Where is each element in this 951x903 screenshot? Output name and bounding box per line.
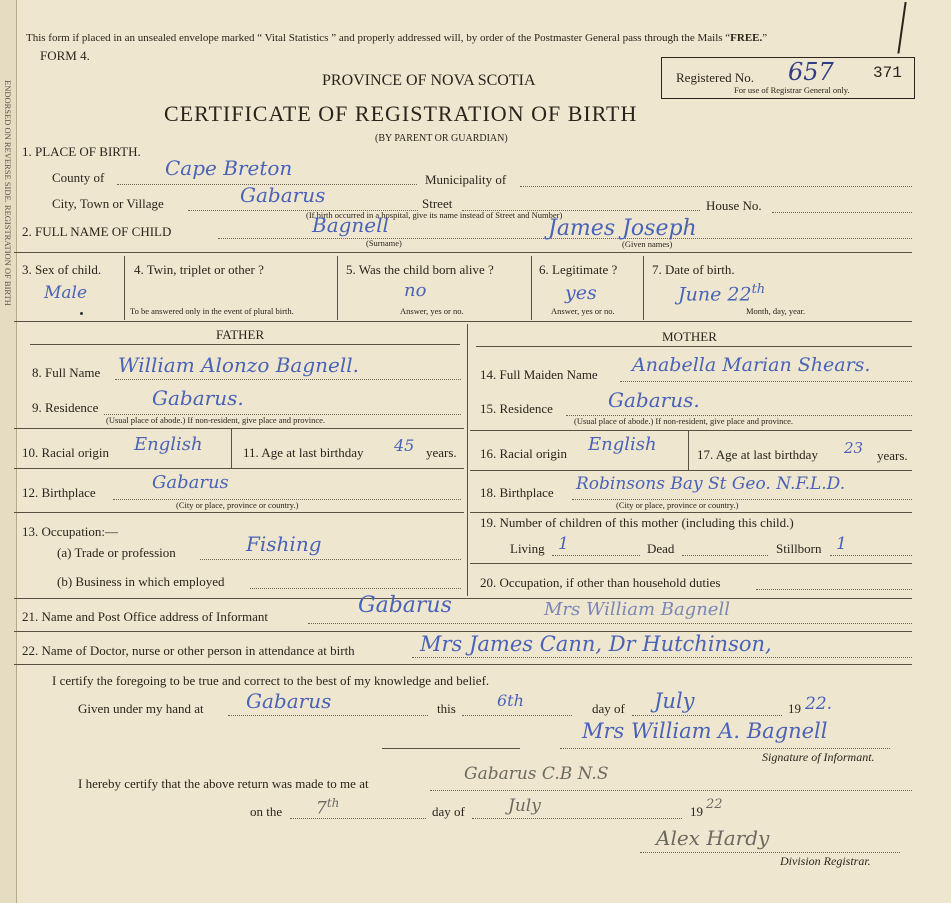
registrar-signature: Alex Hardy (656, 826, 770, 850)
mother-occupation-label: 20. Occupation, if other than household duties (480, 575, 721, 590)
given-place-line (228, 715, 428, 716)
registrar-place-value: Gabarus C.B N.S (464, 764, 609, 784)
mother-living-value: 1 (558, 534, 569, 554)
row-divider-certification (14, 664, 912, 665)
attendant-line (412, 657, 912, 658)
registrar-day-suffix: th (326, 796, 340, 810)
mother-age-value: 23 (844, 439, 864, 457)
registered-number-stamp: 371 (873, 64, 902, 82)
house-line (772, 212, 912, 213)
house-label: House No. (706, 198, 762, 213)
mother-row-rule-3 (470, 512, 912, 513)
signature-line (560, 748, 890, 749)
dob-suffix: th (751, 282, 766, 297)
father-trade-value: Fishing (246, 532, 322, 556)
father-birthplace-label: 12. Birthplace (22, 485, 96, 500)
col-divider-2 (337, 256, 338, 320)
form-number: FORM 4. (40, 48, 90, 63)
row-divider-top (14, 252, 912, 253)
certificate-subtitle: (BY PARENT OR GUARDIAN) (375, 133, 508, 144)
mother-stillborn-line (830, 555, 912, 556)
father-business-label: (b) Business in which employed (57, 574, 225, 589)
registrar-day-value (316, 796, 339, 819)
registrar-month-line (472, 818, 682, 819)
corner-mark (897, 2, 910, 54)
registrar-day-of-label: day of (432, 804, 465, 819)
father-age-label: 11. Age at last birthday (243, 445, 364, 460)
father-racial-label: 10. Racial origin (22, 445, 110, 460)
informant-place-value: Gabarus (358, 593, 452, 618)
separator-rule (382, 748, 520, 749)
city-label: City, Town or Village (52, 196, 164, 211)
registrar-certify-text: I hereby certify that the above return was made to me at (78, 776, 369, 791)
dob-value (678, 282, 765, 305)
mother-row-rule-4 (470, 563, 912, 564)
twin-note: To be answered only in the event of plural birth. (130, 306, 294, 316)
father-racial-value: English (134, 434, 203, 455)
this-label: this (437, 701, 456, 716)
given-place-value: Gabarus (246, 689, 332, 713)
informant-line (308, 623, 912, 624)
col-divider-4 (643, 256, 644, 320)
mother-dead-line (682, 555, 768, 556)
signature-caption: Signature of Informant. (762, 750, 875, 764)
pen-mark (80, 312, 83, 315)
day-of-label: day of (592, 701, 625, 716)
child-given-value: James Joseph (548, 216, 697, 241)
legitimate-label: 6. Legitimate ? (539, 262, 618, 277)
year-prefix: 19 (788, 701, 801, 716)
father-heading: FATHER (216, 327, 265, 342)
alive-label: 5. Was the child born alive ? (346, 262, 494, 277)
registrar-place-line (430, 790, 912, 791)
father-row-rule-2 (14, 468, 464, 469)
mail-notice (26, 32, 767, 44)
child-name-label: 2. FULL NAME OF CHILD (22, 224, 172, 239)
father-trade-line (200, 559, 461, 560)
father-residence-value: Gabarus. (152, 386, 244, 410)
mother-residence-note: (Usual place of abode.) If non-resident, give place and province. (574, 416, 794, 426)
father-birthplace-note: (City or place, province or country.) (176, 500, 299, 510)
dob-label: 7. Date of birth. (652, 262, 735, 277)
month-value: July (654, 689, 695, 713)
father-business-line (250, 588, 461, 589)
margin-text: ENDORSED ON REVERSE SIDE. REGISTRATION OF BIRTH (3, 80, 13, 306)
mother-dead-label: Dead (647, 541, 675, 556)
dob-value-text: June 22 (678, 283, 752, 306)
registrar-day-line (290, 818, 426, 819)
father-residence-note: (Usual place of abode.) If non-resident, give place and province. (106, 415, 326, 425)
mother-stillborn-value: 1 (836, 534, 847, 554)
mother-heading-rule (476, 346, 912, 347)
mother-birthplace-value: Robinsons Bay St Geo. N.F.L.D. (576, 474, 846, 494)
municipality-line (520, 186, 912, 187)
alive-note: Answer, yes or no. (400, 306, 464, 316)
father-name-value: William Alonzo Bagnell. (118, 353, 360, 377)
father-heading-rule (30, 344, 460, 345)
year-value: 22. (805, 694, 833, 714)
registrar-month-value: July (508, 796, 541, 816)
registrar-caption: Division Registrar. (780, 854, 871, 868)
month-line (632, 715, 782, 716)
mother-name-value: Anabella Marian Shears. (632, 354, 871, 376)
father-residence-label: 9. Residence (32, 400, 99, 415)
on-the-label: on the (250, 804, 283, 819)
informant-label: 21. Name and Post Office address of Informant (22, 609, 268, 624)
mother-residence-label: 15. Residence (480, 401, 553, 416)
sex-label: 3. Sex of child. (22, 262, 102, 277)
registrar-year-prefix: 19 (690, 804, 703, 819)
legitimate-note: Answer, yes or no. (551, 306, 615, 316)
attendant-label: 22. Name of Doctor, nurse or other person in attendance at birth (22, 643, 355, 658)
attendant-value: Mrs James Cann, Dr Hutchinson, (420, 632, 772, 656)
mother-living-label: Living (510, 541, 545, 556)
mother-racial-divider (688, 430, 689, 470)
col-divider-3 (531, 256, 532, 320)
father-age-value: 45 (394, 436, 415, 455)
registered-label: Registered No. (676, 70, 754, 85)
parents-center-divider (467, 324, 468, 596)
day-value: 6th (497, 691, 524, 710)
mother-heading: MOTHER (662, 329, 717, 344)
registered-number-handwritten: 657 (788, 58, 834, 86)
child-surname-value: Bagnell (312, 213, 389, 237)
informant-signature: Mrs William A. Bagnell (582, 719, 828, 743)
registrar-use-note: For use of Registrar General only. (734, 85, 850, 95)
father-row-rule-3 (14, 512, 464, 513)
father-years: years. (426, 445, 457, 460)
mother-age-label: 17. Age at last birthday (697, 447, 818, 462)
row-divider-informant (14, 598, 912, 599)
municipality-label: Municipality of (425, 172, 507, 187)
row-divider-parents (14, 321, 912, 322)
alive-value: no (404, 280, 427, 301)
certificate-title: CERTIFICATE OF REGISTRATION OF BIRTH (164, 101, 638, 126)
registrar-signature-line (640, 852, 900, 853)
mother-living-line (552, 555, 640, 556)
dob-note: Month, day, year. (746, 306, 806, 316)
city-value: Gabarus (240, 183, 326, 207)
mother-birthplace-label: 18. Birthplace (480, 485, 554, 500)
given-note: (Given names) (622, 239, 673, 249)
mother-racial-label: 16. Racial origin (480, 446, 568, 461)
father-occupation-label: 13. Occupation:— (22, 524, 119, 539)
mother-occupation-line (756, 589, 912, 590)
mother-birthplace-note: (City or place, province or country.) (616, 500, 739, 510)
county-value: Cape Breton (165, 156, 293, 180)
mother-name-label: 14. Full Maiden Name (480, 367, 598, 382)
street-label: Street (422, 196, 453, 211)
mother-row-rule-1 (470, 430, 912, 431)
registration-box (661, 57, 915, 99)
mother-children-label: 19. Number of children of this mother (including this child.) (480, 515, 794, 530)
province-heading: PROVINCE OF NOVA SCOTIA (322, 72, 536, 89)
legitimate-value: yes (565, 282, 597, 304)
surname-note: (Surname) (366, 238, 402, 248)
col-divider-1 (124, 256, 125, 320)
mother-years: years. (877, 448, 908, 463)
certify-text: I certify the foregoing to be true and correct to the best of my knowledge and belief. (52, 673, 490, 688)
left-margin-strip (0, 0, 17, 903)
mother-residence-value: Gabarus. (608, 388, 700, 412)
mother-name-line (620, 381, 912, 382)
registrar-year-value: 22 (706, 797, 723, 812)
informant-name-value: Mrs William Bagnell (544, 599, 730, 620)
mother-stillborn-label: Stillborn (776, 541, 822, 556)
mail-notice-pre: This form if placed in an unsealed envelope marked “ Vital Statistics ” and properly addressed will, by order of the Postmaster General pass through the Mails “ (26, 32, 731, 44)
father-racial-divider (231, 428, 232, 468)
mail-notice-free: FREE. (730, 32, 763, 44)
day-line (462, 715, 572, 716)
father-name-label: 8. Full Name (32, 365, 101, 380)
given-label: Given under my hand at (78, 701, 204, 716)
father-trade-label: (a) Trade or profession (57, 545, 176, 560)
mother-row-rule-2 (470, 470, 912, 471)
place-of-birth-heading: 1. PLACE OF BIRTH. (22, 144, 141, 159)
father-birthplace-value: Gabarus (152, 472, 229, 493)
registrar-day-number: 7 (316, 798, 327, 819)
father-row-rule-1 (14, 428, 464, 429)
father-name-line (115, 379, 461, 380)
hospital-note: (If birth occurred in a hospital, give its name instead of Street and Number) (306, 210, 563, 220)
sex-value: Male (44, 283, 88, 303)
twin-label: 4. Twin, triplet or other ? (134, 262, 264, 277)
mail-notice-post: ” (762, 32, 768, 44)
mother-racial-value: English (588, 434, 657, 455)
county-label: County of (52, 170, 105, 185)
